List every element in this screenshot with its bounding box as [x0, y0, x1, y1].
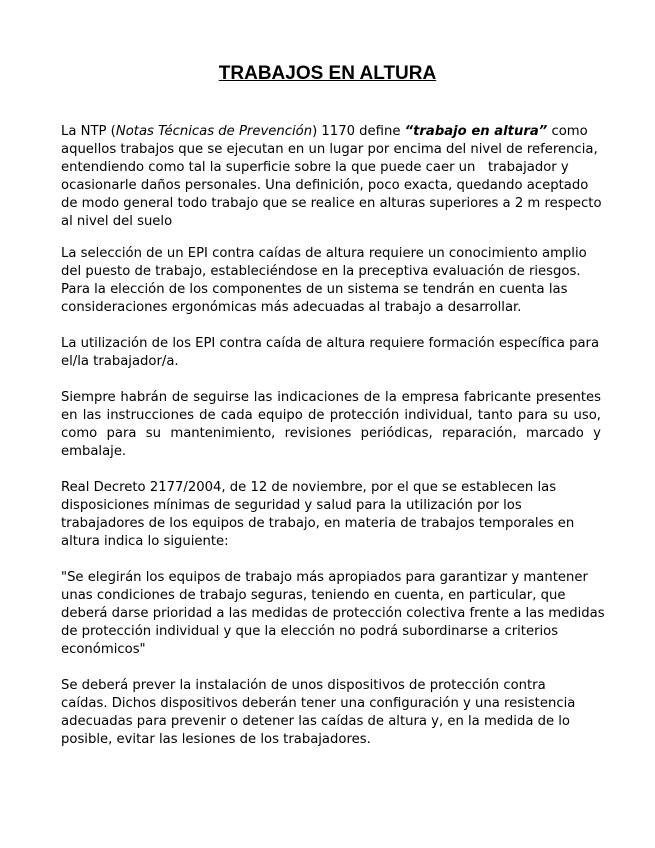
paragraph-line: caídas. Dichos dispositivos deberán tener una configuración y una resistencia [61, 696, 576, 711]
paragraph-line: Para la elección de los componentes de un sistema se tendrán en cuenta las [61, 282, 568, 297]
paragraph-line: aquellos trabajos que se ejecutan en un lugar por encima del nivel de referencia, [61, 142, 598, 157]
paragraph-epi-training [61, 335, 601, 371]
paragraph-line: de protección individual y que la elección no podrá subordinarse a criterios [61, 624, 559, 639]
paragraph-line: al nivel del suelo [61, 214, 173, 229]
paragraph-line: económicos" [61, 642, 146, 657]
paragraph-line: trabajadores de los equipos de trabajo, en materia de trabajos temporales en [61, 516, 575, 531]
paragraph-line: deberá darse prioridad a las medidas de protección colectiva frente a las medidas [61, 606, 605, 621]
paragraph-line: unas condiciones de trabajo seguras, teniendo en cuenta, en particular, que [61, 588, 566, 603]
paragraph-line: adecuadas para prevenir o detener las caídas de altura y, en la medida de lo [61, 714, 570, 729]
paragraph-line: disposiciones mínimas de seguridad y salud para la utilización por los [61, 498, 522, 513]
paragraph-legal-quote [61, 569, 605, 659]
paragraph-line: entendiendo como tal la superficie sobre la que puede caer un trabajador y [61, 160, 569, 175]
paragraph-manufacturer-instructions: Siempre habrán de seguirse las indicaciones de la empresa fabricante presentes en las instrucciones de cada equipo de protección individual, tanto para su uso, como para su mantenimiento, revisiones periódicas, reparación, marcado y embalaje. [61, 390, 601, 459]
document-title: TRABAJOS EN ALTURA [218, 63, 437, 84]
paragraph-line: del puesto de trabajo, estableciéndose en la preceptiva evaluación de riesgos. [61, 264, 581, 279]
paragraph-protection-devices [61, 677, 601, 749]
paragraph-line: de modo general todo trabajo que se realice en alturas superiores a 2 m respecto [61, 196, 602, 211]
defined-term: “trabajo en altura” [404, 124, 548, 139]
paragraph-line: "Se elegirán los equipos de trabajo más apropiados para garantizar y mantener [61, 570, 588, 585]
paragraph-line: el/la trabajador/a. [61, 354, 179, 369]
paragraph-line: Se deberá prever la instalación de unos dispositivos de protección contra [61, 678, 546, 693]
paragraph-line: posible, evitar las lesiones de los trabajadores. [61, 732, 371, 747]
paragraph-line: Real Decreto 2177/2004, de 12 de noviembre, por el que se establecen las [61, 480, 557, 495]
paragraph-line: ocasionarle daños personales. Una definición, poco exacta, quedando aceptado [61, 178, 589, 193]
paragraph-line: altura indica lo siguiente: [61, 534, 229, 549]
paragraph-ntp-definition [61, 123, 601, 231]
paragraph-epi-selection [61, 245, 601, 317]
paragraph-line: La selección de un EPI contra caídas de altura requiere un conocimiento amplio [61, 246, 587, 261]
paragraph-line: La utilización de los EPI contra caída de altura requiere formación específica para [61, 336, 600, 351]
paragraph-line: La NTP (Notas Técnicas de Prevención) 1170 define “trabajo en altura” como [61, 124, 588, 139]
paragraph-real-decreto [61, 479, 601, 551]
ntp-expansion: Notas Técnicas de Prevención [115, 124, 313, 139]
paragraph-line: consideraciones ergonómicas más adecuadas al trabajo a desarrollar. [61, 300, 522, 315]
